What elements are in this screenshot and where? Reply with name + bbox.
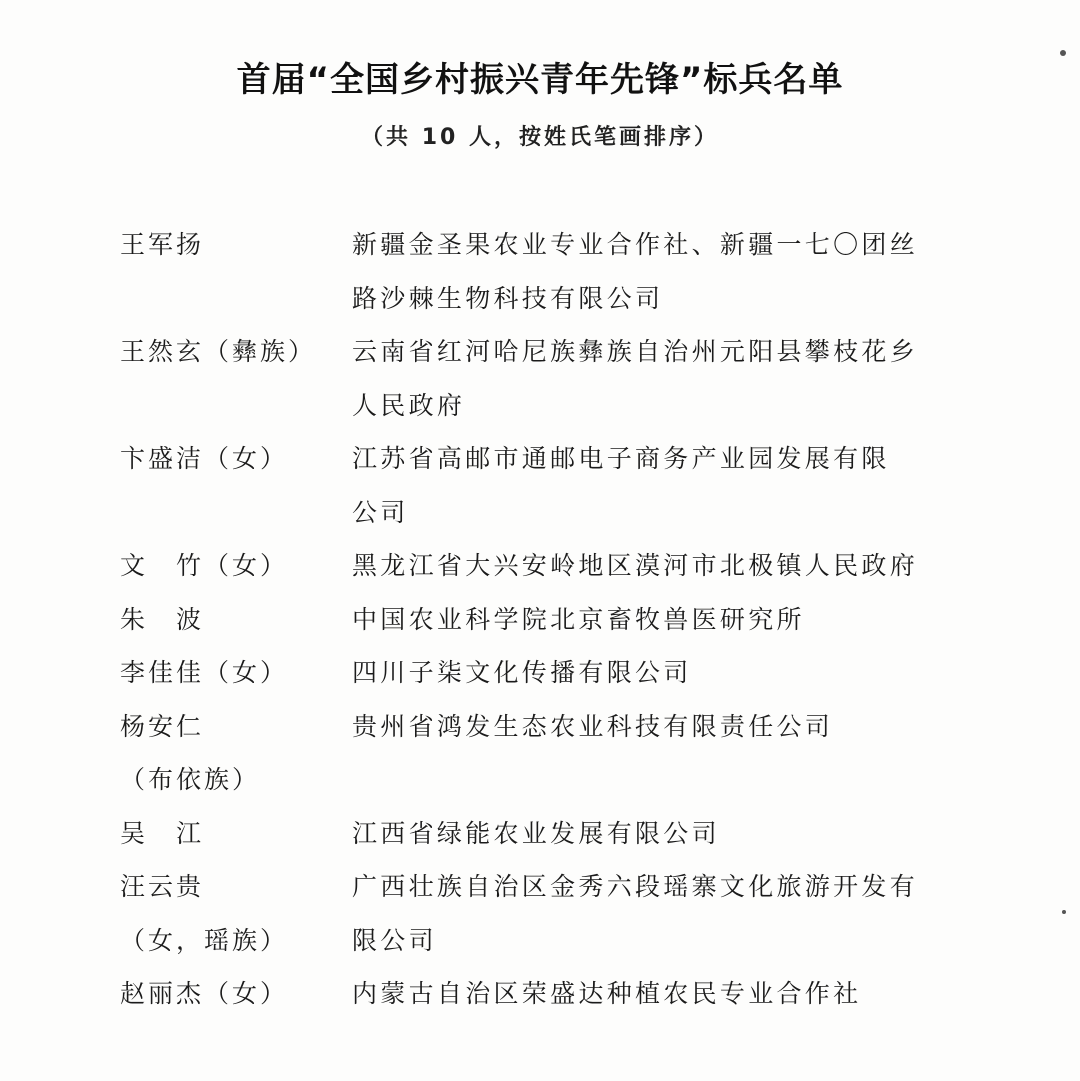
honoree-name (120, 967, 352, 1021)
honoree-name-line: 王军扬 (120, 230, 205, 259)
document-title: 首届“全国乡村振兴青年先锋”标兵名单 (236, 60, 844, 100)
honoree-organization: 广西壮族自治区金秀六段瑶寨文化旅游开发有 限公司 (352, 872, 919, 955)
honoree-organization: 新疆金圣果农业专业合作社、新疆一七〇团丝 路沙棘生物科技有限公司 (352, 230, 919, 313)
honoree-row (120, 860, 940, 967)
honoree-name (120, 646, 352, 700)
honoree-name (120, 807, 352, 861)
honoree-row (120, 539, 940, 593)
document-subtitle: （共 10 人，按姓氏笔画排序） (361, 125, 719, 150)
honoree-name (120, 218, 352, 272)
honoree-row (120, 218, 940, 325)
honoree-row (120, 807, 940, 861)
honoree-organization: 黑龙江省大兴安岭地区漠河市北极镇人民政府 (352, 551, 919, 580)
honoree-list (120, 218, 940, 1021)
honoree-organization: 贵州省鸿发生态农业科技有限责任公司 (352, 711, 834, 741)
honoree-row (120, 700, 940, 807)
honoree-name-line: 汪云贵 (120, 872, 205, 901)
honoree-name (120, 700, 352, 807)
scan-speck-mark (1062, 910, 1066, 914)
honoree-organization: 江西省绿能农业发展有限公司 (352, 818, 720, 848)
honoree-name-line: 吴 江 (120, 818, 205, 848)
honoree-name-line: 朱 波 (120, 604, 205, 634)
honoree-name (120, 432, 352, 486)
honoree-name-line: （布依族） (120, 765, 261, 794)
honoree-name-line: 卞盛洁（女） (120, 444, 289, 473)
honoree-name-line: 李佳佳（女） (120, 658, 289, 687)
honoree-organization: 中国农业科学院北京畜牧兽医研究所 (352, 604, 805, 634)
honoree-row (120, 967, 940, 1021)
honoree-organization: 内蒙古自治区荣盛达种植农民专业合作社 (352, 979, 862, 1008)
scan-speck-mark (1060, 50, 1066, 56)
honoree-name-line: 杨安仁 (120, 711, 205, 741)
honoree-name-line: 王然玄（彝族） (120, 337, 317, 366)
honoree-name-line: 赵丽杰（女） (120, 979, 289, 1008)
honoree-name-line: 文 竹（女） (120, 551, 289, 580)
honoree-organization: 江苏省高邮市通邮电子商务产业园发展有限 公司 (352, 444, 890, 527)
honoree-name (120, 593, 352, 647)
honoree-row (120, 593, 940, 647)
honoree-name-line: （女，瑶族） (120, 925, 289, 955)
honoree-name (120, 860, 352, 967)
honoree-row (120, 325, 940, 432)
honoree-row (120, 432, 940, 539)
honoree-organization: 云南省红河哈尼族彝族自治州元阳县攀枝花乡 人民政府 (352, 337, 919, 420)
honoree-organization: 四川子柒文化传播有限公司 (352, 658, 692, 687)
honoree-name (120, 325, 352, 379)
honoree-name (120, 539, 352, 593)
honoree-row (120, 646, 940, 700)
